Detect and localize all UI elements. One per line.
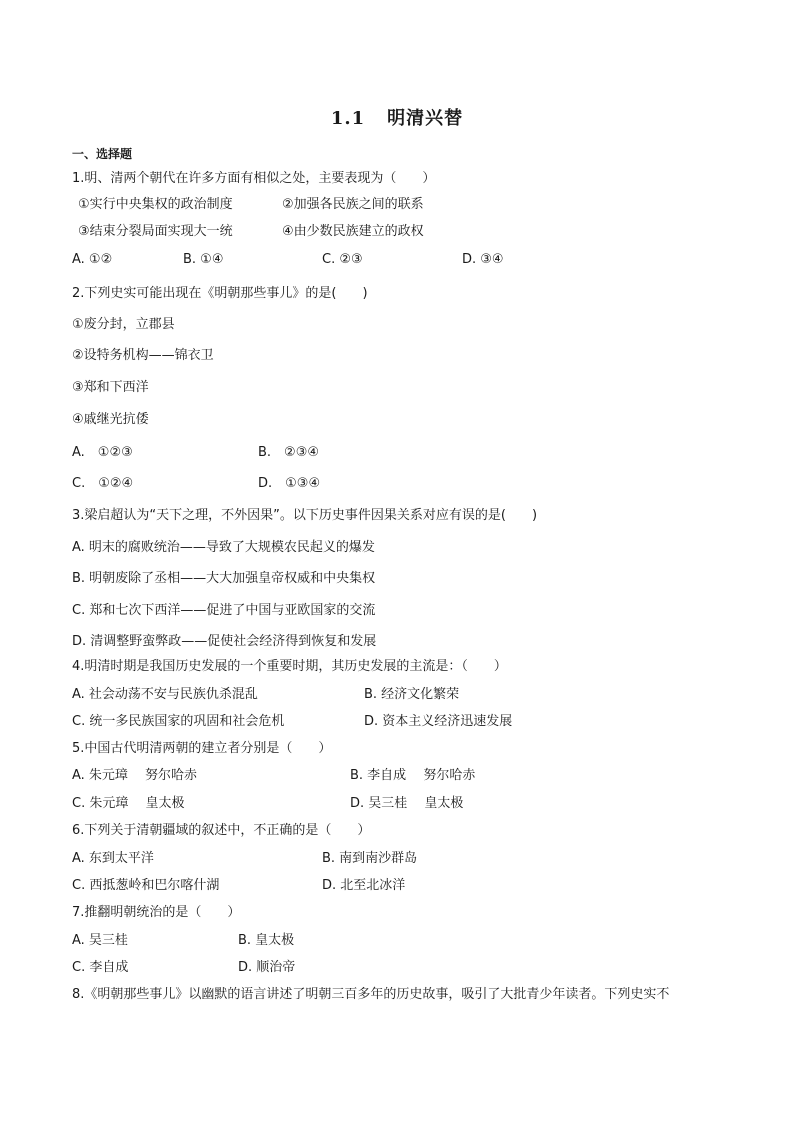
q1-item: ④由少数民族建立的政权 xyxy=(282,224,424,239)
q6-option-d: D. 北至北冰洋 xyxy=(322,878,406,893)
q3-option-b: B. 明朝废除了丞相——大大加强皇帝权威和中央集权 xyxy=(72,571,376,586)
q5-option-c: C. 朱元璋 皇太极 xyxy=(72,796,185,811)
q2-item: ④戚继光抗倭 xyxy=(72,412,149,427)
q2-item: ③郑和下西洋 xyxy=(72,380,149,395)
q1-item: ①实行中央集权的政治制度 xyxy=(78,197,233,212)
q4-option-b: B. 经济文化繁荣 xyxy=(364,687,460,702)
title-number: 1.1 xyxy=(330,108,366,129)
q3-option-d: D. 清调整野蛮弊政——促使社会经济得到恢复和发展 xyxy=(72,634,377,649)
q2-option-d: D. ①③④ xyxy=(258,476,321,491)
q7-option-b: B. 皇太极 xyxy=(238,933,295,948)
q3-option-a: A. 明末的腐败统治——导致了大规模农民起义的爆发 xyxy=(72,540,375,555)
q2-item: ①废分封，立郡县 xyxy=(72,317,175,332)
q7-option-c: C. 李自成 xyxy=(72,960,129,975)
q5-option-a: A. 朱元璋 努尔哈赤 xyxy=(72,768,198,783)
q1-item: ③结束分裂局面实现大一统 xyxy=(78,224,233,239)
q4-option-a: A. 社会动荡不安与民族仇杀混乱 xyxy=(72,687,258,702)
q1-option-d: D. ③④ xyxy=(462,252,504,267)
q1-option-a: A. ①② xyxy=(72,252,113,267)
q6-option-a: A. 东到太平洋 xyxy=(72,851,154,866)
q3-stem: 3.梁启超认为“天下之理，不外因果”。以下历史事件因果关系对应有误的是( ) xyxy=(72,508,538,523)
q6-option-b: B. 南到南沙群岛 xyxy=(322,851,418,866)
q7-option-a: A. 吴三桂 xyxy=(72,933,128,948)
page-title xyxy=(0,104,794,130)
q4-option-d: D. 资本主义经济迅速发展 xyxy=(364,714,513,729)
q1-option-b: B. ①④ xyxy=(183,252,224,267)
q4-stem: 4.明清时期是我国历史发展的一个重要时期，其历史发展的主流是：（ ） xyxy=(72,659,507,674)
q1-option-c: C. ②③ xyxy=(322,252,363,267)
q5-stem: 5.中国古代明清两朝的建立者分别是（ ） xyxy=(72,741,332,756)
q5-option-b: B. 李自成 努尔哈赤 xyxy=(350,768,476,783)
q7-stem: 7.推翻明朝统治的是（ ） xyxy=(72,905,241,920)
q2-option-a: A. ①②③ xyxy=(72,445,133,460)
q8-stem: 8.《明朝那些事儿》以幽默的语言讲述了明朝三百多年的历史故事，吸引了大批青少年读者。下列史实不 xyxy=(72,987,670,1002)
q7-option-d: D. 顺治帝 xyxy=(238,960,296,975)
q2-option-c: C. ①②④ xyxy=(72,476,134,491)
q4-option-c: C. 统一多民族国家的巩固和社会危机 xyxy=(72,714,285,729)
q3-option-c: C. 郑和七次下西洋——促进了中国与亚欧国家的交流 xyxy=(72,603,376,618)
title-text: 明清兴替 xyxy=(387,108,464,129)
q1-item: ②加强各民族之间的联系 xyxy=(282,197,424,212)
q6-option-c: C. 西抵葱岭和巴尔喀什湖 xyxy=(72,878,220,893)
q2-stem: 2.下列史实可能出现在《明朝那些事儿》的是( ) xyxy=(72,286,368,301)
q2-item: ②设特务机构——锦衣卫 xyxy=(72,348,214,363)
q1-stem: 1.明、清两个朝代在许多方面有相似之处，主要表现为（ ） xyxy=(72,171,436,186)
q2-option-b: B. ②③④ xyxy=(258,445,320,460)
q6-stem: 6.下列关于清朝疆域的叙述中，不正确的是（ ） xyxy=(72,823,371,838)
section-heading: 一、选择题 xyxy=(72,147,133,161)
q5-option-d: D. 吴三桂 皇太极 xyxy=(350,796,464,811)
